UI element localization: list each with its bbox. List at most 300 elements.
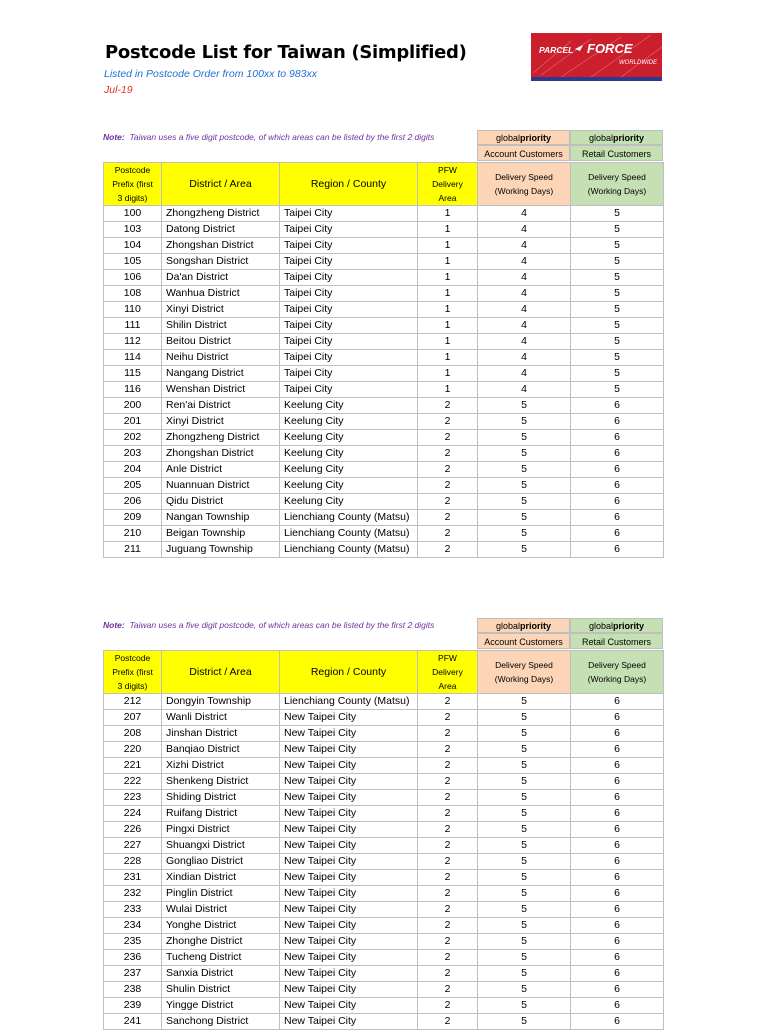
district-cell: Shiding District bbox=[162, 790, 280, 806]
postcode-prefix-cell: 241 bbox=[104, 1014, 162, 1030]
postcode-prefix-cell: 110 bbox=[104, 302, 162, 318]
region-cell: Taipei City bbox=[280, 366, 418, 382]
table-row bbox=[104, 950, 664, 966]
table-row bbox=[104, 742, 664, 758]
table-row bbox=[104, 318, 664, 334]
district-cell: Nangang District bbox=[162, 366, 280, 382]
pfw-area-cell: 2 bbox=[418, 934, 478, 950]
table-row bbox=[104, 350, 664, 366]
account-speed-cell: 5 bbox=[478, 934, 571, 950]
postcode-prefix-cell: 105 bbox=[104, 254, 162, 270]
account-customers-label: Account Customers bbox=[477, 633, 570, 649]
region-cell: Lienchiang County (Matsu) bbox=[280, 694, 418, 710]
region-cell: Keelung City bbox=[280, 462, 418, 478]
table-row bbox=[104, 334, 664, 350]
postcode-prefix-cell: 221 bbox=[104, 758, 162, 774]
retail-speed-cell: 5 bbox=[571, 254, 664, 270]
table-row bbox=[104, 270, 664, 286]
pfw-area-cell: 2 bbox=[418, 870, 478, 886]
table-row bbox=[104, 238, 664, 254]
retail-speed-cell: 6 bbox=[571, 886, 664, 902]
account-speed-cell: 5 bbox=[478, 822, 571, 838]
column-header-speed-retail: Delivery Speed (Working Days) bbox=[571, 163, 664, 206]
retail-speed-cell: 5 bbox=[571, 334, 664, 350]
region-cell: New Taipei City bbox=[280, 998, 418, 1014]
service-global-priority-account: globalpriority bbox=[477, 130, 570, 145]
district-cell: Shulin District bbox=[162, 982, 280, 998]
postcode-prefix-cell: 228 bbox=[104, 854, 162, 870]
postcode-prefix-cell: 227 bbox=[104, 838, 162, 854]
district-cell: Pingxi District bbox=[162, 822, 280, 838]
district-cell: Shuangxi District bbox=[162, 838, 280, 854]
postcode-prefix-cell: 222 bbox=[104, 774, 162, 790]
district-cell: Shenkeng District bbox=[162, 774, 280, 790]
column-header-region: Region / County bbox=[280, 651, 418, 694]
postcode-prefix-cell: 232 bbox=[104, 886, 162, 902]
account-speed-cell: 5 bbox=[478, 526, 571, 542]
region-cell: New Taipei City bbox=[280, 902, 418, 918]
table-row bbox=[104, 1014, 664, 1030]
region-cell: Taipei City bbox=[280, 350, 418, 366]
table-row bbox=[104, 526, 664, 542]
note-text: Note: Taiwan uses a five digit postcode, of which areas can be listed by the first 2 digits bbox=[103, 132, 435, 142]
postcode-prefix-cell: 208 bbox=[104, 726, 162, 742]
account-speed-cell: 4 bbox=[478, 270, 571, 286]
retail-speed-cell: 6 bbox=[571, 758, 664, 774]
table-row bbox=[104, 934, 664, 950]
postcode-prefix-cell: 112 bbox=[104, 334, 162, 350]
postcode-prefix-cell: 233 bbox=[104, 902, 162, 918]
retail-speed-cell: 6 bbox=[571, 902, 664, 918]
table-row bbox=[104, 222, 664, 238]
retail-customers-label: Retail Customers bbox=[570, 633, 663, 649]
region-cell: New Taipei City bbox=[280, 918, 418, 934]
table-row bbox=[104, 822, 664, 838]
pfw-area-cell: 2 bbox=[418, 774, 478, 790]
region-cell: New Taipei City bbox=[280, 886, 418, 902]
region-cell: Taipei City bbox=[280, 206, 418, 222]
table-row bbox=[104, 710, 664, 726]
district-cell: Ren'ai District bbox=[162, 398, 280, 414]
retail-speed-cell: 5 bbox=[571, 222, 664, 238]
postcode-prefix-cell: 209 bbox=[104, 510, 162, 526]
pfw-area-cell: 2 bbox=[418, 854, 478, 870]
postcode-prefix-cell: 223 bbox=[104, 790, 162, 806]
table-row bbox=[104, 494, 664, 510]
retail-speed-cell: 6 bbox=[571, 998, 664, 1014]
pfw-area-cell: 1 bbox=[418, 302, 478, 318]
region-cell: New Taipei City bbox=[280, 774, 418, 790]
retail-speed-cell: 6 bbox=[571, 854, 664, 870]
retail-speed-cell: 6 bbox=[571, 726, 664, 742]
district-cell: Da'an District bbox=[162, 270, 280, 286]
retail-speed-cell: 5 bbox=[571, 302, 664, 318]
account-speed-cell: 4 bbox=[478, 222, 571, 238]
region-cell: Taipei City bbox=[280, 286, 418, 302]
postcode-prefix-cell: 207 bbox=[104, 710, 162, 726]
retail-speed-cell: 6 bbox=[571, 694, 664, 710]
district-cell: Beigan Township bbox=[162, 526, 280, 542]
postcode-prefix-cell: 239 bbox=[104, 998, 162, 1014]
svg-text:WORLDWIDE: WORLDWIDE bbox=[619, 60, 657, 66]
postcode-prefix-cell: 236 bbox=[104, 950, 162, 966]
retail-speed-cell: 6 bbox=[571, 430, 664, 446]
region-cell: New Taipei City bbox=[280, 726, 418, 742]
pfw-area-cell: 1 bbox=[418, 286, 478, 302]
postcode-prefix-cell: 224 bbox=[104, 806, 162, 822]
region-cell: New Taipei City bbox=[280, 870, 418, 886]
retail-speed-cell: 5 bbox=[571, 238, 664, 254]
region-cell: Taipei City bbox=[280, 222, 418, 238]
district-cell: Zhongshan District bbox=[162, 446, 280, 462]
account-speed-cell: 4 bbox=[478, 206, 571, 222]
table-row bbox=[104, 398, 664, 414]
district-cell: Xinyi District bbox=[162, 302, 280, 318]
retail-speed-cell: 5 bbox=[571, 286, 664, 302]
pfw-area-cell: 2 bbox=[418, 918, 478, 934]
postcode-prefix-cell: 238 bbox=[104, 982, 162, 998]
table-row bbox=[104, 886, 664, 902]
account-speed-cell: 5 bbox=[478, 950, 571, 966]
pfw-area-cell: 2 bbox=[418, 694, 478, 710]
pfw-area-cell: 2 bbox=[418, 726, 478, 742]
page-subtitle: Listed in Postcode Order from 100xx to 983xx bbox=[104, 68, 318, 80]
region-cell: New Taipei City bbox=[280, 1014, 418, 1030]
retail-speed-cell: 6 bbox=[571, 398, 664, 414]
region-cell: Keelung City bbox=[280, 414, 418, 430]
pfw-area-cell: 2 bbox=[418, 902, 478, 918]
postcode-prefix-cell: 106 bbox=[104, 270, 162, 286]
account-speed-cell: 5 bbox=[478, 870, 571, 886]
pfw-area-cell: 2 bbox=[418, 494, 478, 510]
region-cell: Taipei City bbox=[280, 270, 418, 286]
column-header-speed-account: Delivery Speed (Working Days) bbox=[478, 163, 571, 206]
postcode-table bbox=[103, 650, 664, 1030]
account-speed-cell: 5 bbox=[478, 966, 571, 982]
region-cell: Keelung City bbox=[280, 478, 418, 494]
retail-speed-cell: 6 bbox=[571, 478, 664, 494]
district-cell: Banqiao District bbox=[162, 742, 280, 758]
region-cell: New Taipei City bbox=[280, 742, 418, 758]
date-label: Jul-19 bbox=[104, 84, 133, 96]
district-cell: Anle District bbox=[162, 462, 280, 478]
district-cell: Xinyi District bbox=[162, 414, 280, 430]
retail-speed-cell: 6 bbox=[571, 526, 664, 542]
table-row bbox=[104, 758, 664, 774]
retail-speed-cell: 6 bbox=[571, 870, 664, 886]
account-speed-cell: 4 bbox=[478, 366, 571, 382]
district-cell: Wanhua District bbox=[162, 286, 280, 302]
region-cell: Lienchiang County (Matsu) bbox=[280, 526, 418, 542]
column-header-speed-account: Delivery Speed (Working Days) bbox=[478, 651, 571, 694]
postcode-prefix-cell: 103 bbox=[104, 222, 162, 238]
postcode-prefix-cell: 212 bbox=[104, 694, 162, 710]
region-cell: Taipei City bbox=[280, 382, 418, 398]
region-cell: New Taipei City bbox=[280, 838, 418, 854]
region-cell: New Taipei City bbox=[280, 710, 418, 726]
retail-speed-cell: 6 bbox=[571, 838, 664, 854]
column-header-district: District / Area bbox=[162, 163, 280, 206]
account-speed-cell: 5 bbox=[478, 918, 571, 934]
postcode-prefix-cell: 108 bbox=[104, 286, 162, 302]
account-speed-cell: 5 bbox=[478, 774, 571, 790]
pfw-area-cell: 2 bbox=[418, 462, 478, 478]
account-speed-cell: 5 bbox=[478, 854, 571, 870]
table-row bbox=[104, 694, 664, 710]
postcode-table-block-2 bbox=[103, 618, 663, 1030]
table-row bbox=[104, 382, 664, 398]
region-cell: Taipei City bbox=[280, 254, 418, 270]
svg-text:FORCE: FORCE bbox=[587, 41, 633, 56]
district-cell: Dongyin Township bbox=[162, 694, 280, 710]
table-row bbox=[104, 478, 664, 494]
retail-speed-cell: 6 bbox=[571, 494, 664, 510]
column-header-pfw: PFW Delivery Area bbox=[418, 163, 478, 206]
table-row bbox=[104, 790, 664, 806]
region-cell: New Taipei City bbox=[280, 982, 418, 998]
table-row bbox=[104, 854, 664, 870]
retail-speed-cell: 6 bbox=[571, 918, 664, 934]
account-speed-cell: 4 bbox=[478, 382, 571, 398]
pfw-area-cell: 2 bbox=[418, 790, 478, 806]
region-cell: New Taipei City bbox=[280, 934, 418, 950]
district-cell: Yingge District bbox=[162, 998, 280, 1014]
district-cell: Zhongshan District bbox=[162, 238, 280, 254]
district-cell: Nangan Township bbox=[162, 510, 280, 526]
account-speed-cell: 5 bbox=[478, 542, 571, 558]
region-cell: Keelung City bbox=[280, 430, 418, 446]
table-row bbox=[104, 414, 664, 430]
district-cell: Shilin District bbox=[162, 318, 280, 334]
account-speed-cell: 4 bbox=[478, 302, 571, 318]
service-global-priority-retail: globalpriority bbox=[570, 618, 663, 633]
table-row bbox=[104, 302, 664, 318]
retail-speed-cell: 5 bbox=[571, 270, 664, 286]
account-speed-cell: 5 bbox=[478, 414, 571, 430]
pfw-area-cell: 1 bbox=[418, 382, 478, 398]
table-row bbox=[104, 902, 664, 918]
postcode-prefix-cell: 220 bbox=[104, 742, 162, 758]
postcode-table bbox=[103, 162, 664, 558]
account-speed-cell: 4 bbox=[478, 238, 571, 254]
district-cell: Datong District bbox=[162, 222, 280, 238]
retail-speed-cell: 6 bbox=[571, 542, 664, 558]
column-header-region: Region / County bbox=[280, 163, 418, 206]
region-cell: New Taipei City bbox=[280, 854, 418, 870]
retail-speed-cell: 5 bbox=[571, 366, 664, 382]
account-speed-cell: 5 bbox=[478, 494, 571, 510]
retail-speed-cell: 6 bbox=[571, 822, 664, 838]
region-cell: New Taipei City bbox=[280, 966, 418, 982]
postcode-prefix-cell: 200 bbox=[104, 398, 162, 414]
account-speed-cell: 5 bbox=[478, 462, 571, 478]
district-cell: Songshan District bbox=[162, 254, 280, 270]
table-row bbox=[104, 286, 664, 302]
service-global-priority-retail: globalpriority bbox=[570, 130, 663, 145]
table-row bbox=[104, 870, 664, 886]
service-global-priority-account: globalpriority bbox=[477, 618, 570, 633]
postcode-prefix-cell: 205 bbox=[104, 478, 162, 494]
retail-speed-cell: 6 bbox=[571, 934, 664, 950]
postcode-prefix-cell: 116 bbox=[104, 382, 162, 398]
pfw-area-cell: 2 bbox=[418, 742, 478, 758]
retail-speed-cell: 6 bbox=[571, 950, 664, 966]
parcelforce-logo bbox=[531, 33, 662, 81]
account-speed-cell: 5 bbox=[478, 446, 571, 462]
retail-speed-cell: 6 bbox=[571, 710, 664, 726]
retail-customers-label: Retail Customers bbox=[570, 145, 663, 161]
region-cell: Lienchiang County (Matsu) bbox=[280, 510, 418, 526]
table-row bbox=[104, 542, 664, 558]
district-cell: Xindian District bbox=[162, 870, 280, 886]
postcode-table-block-1 bbox=[103, 130, 663, 558]
account-speed-cell: 5 bbox=[478, 998, 571, 1014]
table-row bbox=[104, 206, 664, 222]
account-speed-cell: 5 bbox=[478, 902, 571, 918]
pfw-area-cell: 1 bbox=[418, 334, 478, 350]
region-cell: Taipei City bbox=[280, 302, 418, 318]
table-row bbox=[104, 982, 664, 998]
district-cell: Wulai District bbox=[162, 902, 280, 918]
account-speed-cell: 4 bbox=[478, 334, 571, 350]
postcode-prefix-cell: 204 bbox=[104, 462, 162, 478]
district-cell: Juguang Township bbox=[162, 542, 280, 558]
district-cell: Ruifang District bbox=[162, 806, 280, 822]
account-speed-cell: 5 bbox=[478, 886, 571, 902]
region-cell: Lienchiang County (Matsu) bbox=[280, 542, 418, 558]
district-cell: Nuannuan District bbox=[162, 478, 280, 494]
table-row bbox=[104, 774, 664, 790]
account-speed-cell: 4 bbox=[478, 318, 571, 334]
pfw-area-cell: 1 bbox=[418, 238, 478, 254]
table-row bbox=[104, 446, 664, 462]
district-cell: Beitou District bbox=[162, 334, 280, 350]
region-cell: New Taipei City bbox=[280, 822, 418, 838]
postcode-prefix-cell: 206 bbox=[104, 494, 162, 510]
table-row bbox=[104, 430, 664, 446]
postcode-prefix-cell: 100 bbox=[104, 206, 162, 222]
region-cell: New Taipei City bbox=[280, 806, 418, 822]
account-speed-cell: 5 bbox=[478, 398, 571, 414]
postcode-prefix-cell: 231 bbox=[104, 870, 162, 886]
account-speed-cell: 4 bbox=[478, 254, 571, 270]
region-cell: New Taipei City bbox=[280, 790, 418, 806]
account-speed-cell: 5 bbox=[478, 694, 571, 710]
account-speed-cell: 5 bbox=[478, 726, 571, 742]
table-row bbox=[104, 918, 664, 934]
district-cell: Zhongzheng District bbox=[162, 206, 280, 222]
account-speed-cell: 4 bbox=[478, 286, 571, 302]
page-title: Postcode List for Taiwan (Simplified) bbox=[105, 42, 467, 63]
table-row bbox=[104, 806, 664, 822]
pfw-area-cell: 2 bbox=[418, 430, 478, 446]
account-speed-cell: 5 bbox=[478, 430, 571, 446]
retail-speed-cell: 5 bbox=[571, 206, 664, 222]
postcode-prefix-cell: 211 bbox=[104, 542, 162, 558]
pfw-area-cell: 2 bbox=[418, 1014, 478, 1030]
district-cell: Sanchong District bbox=[162, 1014, 280, 1030]
pfw-area-cell: 2 bbox=[418, 758, 478, 774]
postcode-prefix-cell: 201 bbox=[104, 414, 162, 430]
account-speed-cell: 5 bbox=[478, 758, 571, 774]
postcode-prefix-cell: 234 bbox=[104, 918, 162, 934]
account-speed-cell: 5 bbox=[478, 710, 571, 726]
table-row bbox=[104, 998, 664, 1014]
region-cell: Keelung City bbox=[280, 446, 418, 462]
district-cell: Wenshan District bbox=[162, 382, 280, 398]
account-speed-cell: 5 bbox=[478, 806, 571, 822]
district-cell: Gongliao District bbox=[162, 854, 280, 870]
pfw-area-cell: 1 bbox=[418, 206, 478, 222]
retail-speed-cell: 6 bbox=[571, 446, 664, 462]
district-cell: Qidu District bbox=[162, 494, 280, 510]
pfw-area-cell: 1 bbox=[418, 270, 478, 286]
table-row bbox=[104, 254, 664, 270]
retail-speed-cell: 6 bbox=[571, 510, 664, 526]
retail-speed-cell: 6 bbox=[571, 414, 664, 430]
postcode-prefix-cell: 210 bbox=[104, 526, 162, 542]
postcode-prefix-cell: 237 bbox=[104, 966, 162, 982]
account-speed-cell: 5 bbox=[478, 982, 571, 998]
account-speed-cell: 5 bbox=[478, 838, 571, 854]
table-row bbox=[104, 726, 664, 742]
retail-speed-cell: 6 bbox=[571, 742, 664, 758]
account-customers-label: Account Customers bbox=[477, 145, 570, 161]
district-cell: Yonghe District bbox=[162, 918, 280, 934]
account-speed-cell: 5 bbox=[478, 478, 571, 494]
postcode-prefix-cell: 203 bbox=[104, 446, 162, 462]
pfw-area-cell: 2 bbox=[418, 886, 478, 902]
pfw-area-cell: 2 bbox=[418, 510, 478, 526]
region-cell: Keelung City bbox=[280, 494, 418, 510]
pfw-area-cell: 2 bbox=[418, 414, 478, 430]
postcode-prefix-cell: 111 bbox=[104, 318, 162, 334]
retail-speed-cell: 5 bbox=[571, 382, 664, 398]
region-cell: Taipei City bbox=[280, 318, 418, 334]
retail-speed-cell: 6 bbox=[571, 462, 664, 478]
pfw-area-cell: 1 bbox=[418, 318, 478, 334]
pfw-area-cell: 2 bbox=[418, 478, 478, 494]
table-row bbox=[104, 510, 664, 526]
retail-speed-cell: 6 bbox=[571, 774, 664, 790]
pfw-area-cell: 2 bbox=[418, 446, 478, 462]
pfw-area-cell: 1 bbox=[418, 254, 478, 270]
column-header-speed-retail: Delivery Speed (Working Days) bbox=[571, 651, 664, 694]
table-row bbox=[104, 366, 664, 382]
account-speed-cell: 5 bbox=[478, 742, 571, 758]
pfw-area-cell: 2 bbox=[418, 966, 478, 982]
district-cell: Sanxia District bbox=[162, 966, 280, 982]
pfw-area-cell: 1 bbox=[418, 222, 478, 238]
region-cell: Keelung City bbox=[280, 398, 418, 414]
pfw-area-cell: 2 bbox=[418, 950, 478, 966]
district-cell: Wanli District bbox=[162, 710, 280, 726]
retail-speed-cell: 6 bbox=[571, 806, 664, 822]
district-cell: Xizhi District bbox=[162, 758, 280, 774]
district-cell: Tucheng District bbox=[162, 950, 280, 966]
region-cell: Taipei City bbox=[280, 238, 418, 254]
table-row bbox=[104, 462, 664, 478]
postcode-prefix-cell: 235 bbox=[104, 934, 162, 950]
pfw-area-cell: 2 bbox=[418, 998, 478, 1014]
column-header-prefix: Postcode Prefix (first 3 digits) bbox=[104, 651, 162, 694]
retail-speed-cell: 5 bbox=[571, 350, 664, 366]
account-speed-cell: 5 bbox=[478, 790, 571, 806]
pfw-area-cell: 2 bbox=[418, 542, 478, 558]
account-speed-cell: 5 bbox=[478, 1014, 571, 1030]
region-cell: New Taipei City bbox=[280, 950, 418, 966]
postcode-prefix-cell: 115 bbox=[104, 366, 162, 382]
